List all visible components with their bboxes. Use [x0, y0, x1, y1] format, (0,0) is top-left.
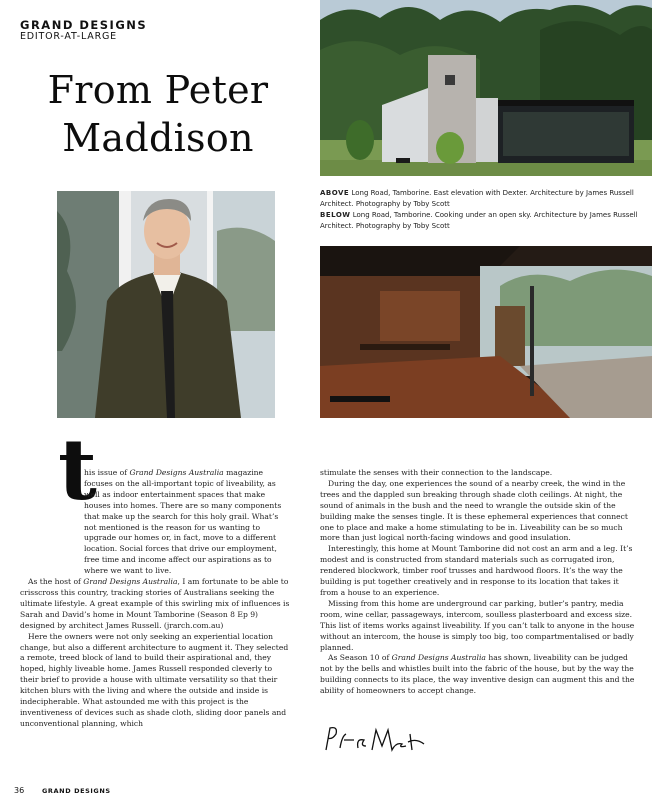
- caption-below-label: BELOW: [320, 211, 351, 219]
- publication-name: GRAND DESIGNS: [42, 787, 111, 795]
- article-paragraph: As the host of Grand Designs Australia, I am fortunate to be able to crisscross this country, tracking stories of Australians seeking the ultimate lifestyle. A great example of this swirling mix of influences is Sarah and David’s home in Mount Tamborine (Season 8 Ep 9) designed by architect James Russell. (jrarch.com.au): [20, 577, 290, 630]
- house-interior-photo: [320, 246, 652, 418]
- title-line-1: From Peter: [47, 68, 269, 112]
- article-paragraph: During the day, one experiences the sound of a nearby creek, the wind in the trees and the dappled sun breaking through shade cloth ceilings. At night, the sound of animals in the bush and the need to wrangle the outside skin of the building make the senses tingle. It is these ephemeral experiences that connect one to place and make a home stimulating to be in. Liveability can be so much more than just logical north-facing windows and good insulation.: [320, 478, 628, 543]
- caption-below: [320, 210, 640, 232]
- portrait-photo: [57, 191, 275, 418]
- section-subkicker: EDITOR-AT-LARGE: [20, 31, 117, 42]
- photo-captions: [320, 188, 640, 232]
- portrait-illustration: [57, 191, 275, 418]
- article-column-1: [20, 468, 292, 730]
- house-exterior-illustration: [320, 0, 652, 176]
- caption-above-text: Long Road, Tamborine. East elevation with Dexter. Architecture by James Russell Architect. Photography by Toby Scott: [320, 189, 634, 208]
- signature-mark: [320, 722, 430, 756]
- caption-below-text: Long Road, Tamborine. Cooking under an open sky. Architecture by James Russell Architect. Photography by Toby Scott: [320, 211, 638, 230]
- page-title: [20, 66, 296, 162]
- caption-above-label: ABOVE: [320, 189, 350, 197]
- caption-above: [320, 188, 640, 210]
- title-line-2: Maddison: [62, 116, 254, 160]
- house-exterior-photo: [320, 0, 652, 176]
- article-column-2: [320, 468, 636, 697]
- article-paragraph: As Season 10 of Grand Designs Australia has shown, liveability can be judged not by the bells and whistles built into the fabric of the house, but by the way the building connects to its place, the way inventive design can augment this and the ability of homeowners to accept change.: [320, 653, 635, 696]
- article-paragraph: stimulate the senses with their connection to the landscape.: [320, 468, 553, 477]
- article-paragraph: Here the owners were not only seeking an experiential location change, but also a different architecture to augment it. They selected a remote, treed block of land to build their aspirational and, they hoped, highly liveable home. James Russell responded cleverly to their brief to provide a house with ultimate versatility so that their kitchen blurs with the living and where the outside and inside is indecipherable. What astounded me with this project is the inventiveness of devices such as shade cloth, sliding door panels and unconventional planning, which: [20, 631, 289, 728]
- section-kicker: GRAND DESIGNS: [20, 18, 148, 32]
- article-paragraph: his issue of Grand Designs Australia magazine focuses on the all-important topic of liveability, as well as indoor entertainment spaces that make houses into homes. There are so many components that make up the search for this holy grail. What’s not mentioned is the reason for us wanting to upgrade our homes or, in fact, move to a different location. Social forces that drive our employment, free time and income affect our aspirations as to where we want to live.: [84, 468, 282, 576]
- author-signature: [320, 722, 430, 760]
- article-paragraph: Interestingly, this home at Mount Tamborine did not cost an arm and a leg. It’s modest and is constructed from standard materials such as corrugated iron, rendered blockwork, timber roof trusses and hardwood floors. It’s the way the building is put together creatively and in response to its location that takes it from a house to an experience.: [320, 544, 633, 597]
- drop-cap: t: [58, 420, 97, 519]
- article-paragraph: Missing from this home are underground car parking, butler’s pantry, media room, wine cellar, passageways, intercom, soulless plasterboard and excess size. This list of items works against liveability. If you can’t talk to anyone in the house without an intercom, the house is simply too big, too compartmentalised or badly planned.: [320, 598, 635, 652]
- house-interior-illustration: [320, 246, 652, 418]
- page-number: 36: [14, 786, 25, 795]
